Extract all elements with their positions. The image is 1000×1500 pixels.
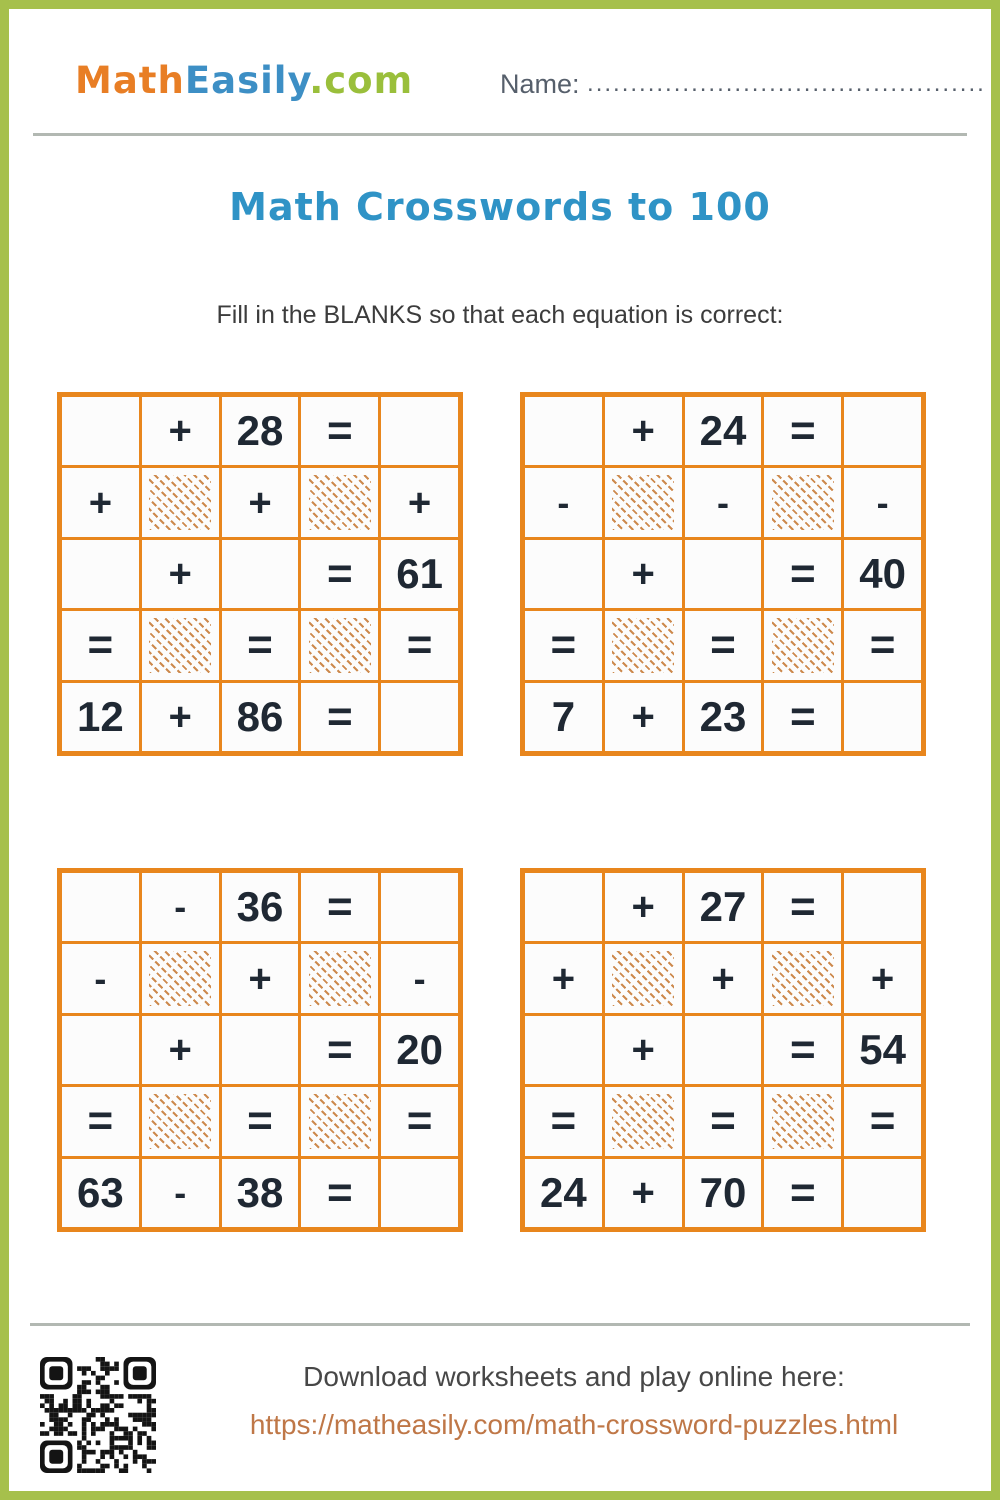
qr-code-icon — [40, 1357, 156, 1473]
grid-4-r1c2-operator-cell — [605, 873, 682, 941]
name-line — [500, 69, 986, 100]
grid-1-r4c1-operator-cell — [62, 611, 139, 679]
grid-4-r4c2-blocked-cell — [605, 1087, 682, 1155]
grid-2-r5c2-operator-cell — [605, 683, 682, 751]
operator-text: = — [789, 1167, 816, 1217]
operator-text: = — [789, 406, 816, 456]
hatch-pattern — [772, 951, 834, 1006]
number-text: 23 — [699, 692, 747, 740]
hatch-pattern — [612, 475, 674, 530]
number-text: 24 — [699, 407, 747, 455]
operator-text: = — [550, 1096, 577, 1146]
grid-3-r2c2-blocked-cell — [142, 944, 219, 1012]
operator-text: + — [168, 694, 192, 739]
grid-3-r3c3-answer-cell[interactable] — [222, 1016, 299, 1084]
grid-1-r2c1-operator-cell — [62, 468, 139, 536]
grid-2-r3c3-answer-cell[interactable] — [685, 540, 762, 608]
hatch-pattern — [772, 475, 834, 530]
grid-4-r1c5-answer-cell[interactable] — [844, 873, 921, 941]
hatch-pattern — [149, 618, 211, 673]
grid-3-r3c1-answer-cell[interactable] — [62, 1016, 139, 1084]
operator-text: = — [789, 882, 816, 932]
grid-2-r3c2-operator-cell — [605, 540, 682, 608]
operator-text: = — [87, 620, 114, 670]
grid-1 — [57, 392, 463, 756]
grid-1-r4c4-blocked-cell — [301, 611, 378, 679]
grid-2-r5c3-given-number-cell — [685, 683, 762, 751]
hatch-pattern — [772, 1094, 834, 1149]
number-text: 12 — [77, 692, 124, 740]
number-text: 61 — [396, 549, 443, 597]
grid-1-r4c3-operator-cell — [222, 611, 299, 679]
number-text: 63 — [77, 1168, 124, 1216]
operator-text: - — [557, 481, 570, 523]
grid-4-r5c5-answer-cell[interactable] — [844, 1159, 921, 1227]
grid-2 — [520, 392, 926, 756]
operator-text: + — [631, 1027, 655, 1072]
grid-3-r4c5-operator-cell — [381, 1087, 458, 1155]
operator-text: + — [631, 409, 655, 454]
grid-3-r1c2-operator-cell — [142, 873, 219, 941]
number-text: 24 — [540, 1168, 587, 1216]
number-text: 38 — [236, 1168, 284, 1216]
grid-4-r4c1-operator-cell — [525, 1087, 602, 1155]
grid-4-r1c3-given-number-cell — [685, 873, 762, 941]
operator-text: = — [326, 1167, 353, 1217]
operator-text: - — [716, 481, 729, 523]
grid-4-r4c3-operator-cell — [685, 1087, 762, 1155]
operator-text: + — [407, 480, 432, 525]
hatch-pattern — [149, 951, 211, 1006]
grid-2-r4c2-blocked-cell — [605, 611, 682, 679]
grid-1-r4c5-operator-cell — [381, 611, 458, 679]
hatch-pattern — [612, 618, 674, 673]
operator-text: = — [326, 406, 353, 456]
grid-3-r2c3-operator-cell — [222, 944, 299, 1012]
logo-part-math: Math — [75, 59, 185, 102]
grid-1-r1c5-answer-cell[interactable] — [381, 397, 458, 465]
operator-text: + — [631, 1170, 655, 1215]
download-text: Download worksheets and play online here: — [303, 1361, 845, 1392]
grid-2-r4c5-operator-cell — [844, 611, 921, 679]
operator-text: + — [168, 409, 192, 454]
grid-2-r1c4-operator-cell — [764, 397, 841, 465]
grid-4-r2c2-blocked-cell — [605, 944, 682, 1012]
operator-text: + — [631, 694, 655, 739]
grid-2-r2c4-blocked-cell — [764, 468, 841, 536]
operator-text: - — [413, 957, 426, 999]
grid-2-r3c4-operator-cell — [764, 540, 841, 608]
grid-1-r5c2-operator-cell — [142, 683, 219, 751]
grid-3-r5c2-operator-cell — [142, 1159, 219, 1227]
grid-2-r3c5-given-number-cell — [844, 540, 921, 608]
grid-2-r2c2-blocked-cell — [605, 468, 682, 536]
grid-4-r3c3-answer-cell[interactable] — [685, 1016, 762, 1084]
grid-3-r4c4-blocked-cell — [301, 1087, 378, 1155]
number-text: 20 — [396, 1025, 443, 1073]
grid-2-r4c4-blocked-cell — [764, 611, 841, 679]
grid-4-r2c1-operator-cell — [525, 944, 602, 1012]
operator-text: = — [406, 620, 433, 670]
operator-text: + — [248, 480, 272, 525]
grid-4-r5c4-operator-cell — [764, 1159, 841, 1227]
hatch-pattern — [149, 475, 211, 530]
grid-3-r2c4-blocked-cell — [301, 944, 378, 1012]
grid-4-r2c5-operator-cell — [844, 944, 921, 1012]
grid-1-r2c2-blocked-cell — [142, 468, 219, 536]
grid-3-r3c5-given-number-cell — [381, 1016, 458, 1084]
site-logo — [75, 59, 413, 102]
operator-text: + — [248, 956, 272, 1001]
grid-1-r2c3-operator-cell — [222, 468, 299, 536]
worksheet-url-link[interactable]: https://matheasily.com/math-crossword-puzzles.html — [249, 1409, 899, 1440]
grid-1-r1c4-operator-cell — [301, 397, 378, 465]
footer-text-block — [169, 1361, 979, 1441]
number-text: 7 — [551, 692, 576, 740]
grid-2-r4c1-operator-cell — [525, 611, 602, 679]
grid-4-r4c5-operator-cell — [844, 1087, 921, 1155]
operator-text: = — [869, 1096, 896, 1146]
operator-text: + — [631, 551, 655, 596]
number-text: 36 — [236, 883, 284, 931]
operator-text: + — [168, 1027, 192, 1072]
grid-1-r2c5-operator-cell — [381, 468, 458, 536]
grid-3-r4c3-operator-cell — [222, 1087, 299, 1155]
operator-text: = — [326, 882, 353, 932]
grid-4 — [520, 868, 926, 1232]
grid-1-r1c3-given-number-cell — [222, 397, 299, 465]
grid-1-r3c5-given-number-cell — [381, 540, 458, 608]
grid-1-r2c4-blocked-cell — [301, 468, 378, 536]
operator-text: - — [174, 1171, 187, 1213]
grid-2-r2c1-operator-cell — [525, 468, 602, 536]
hatch-pattern — [309, 951, 371, 1006]
operator-text: = — [326, 1024, 353, 1074]
grid-3-r3c4-operator-cell — [301, 1016, 378, 1084]
grid-3-r1c3-given-number-cell — [222, 873, 299, 941]
grid-2-r1c1-answer-cell[interactable] — [525, 397, 602, 465]
operator-text: = — [789, 548, 816, 598]
number-text: 54 — [859, 1025, 906, 1073]
operator-text: = — [406, 1096, 433, 1146]
operator-text: = — [789, 1024, 816, 1074]
operator-text: + — [631, 885, 655, 930]
grid-4-r1c4-operator-cell — [764, 873, 841, 941]
grid-2-r4c3-operator-cell — [685, 611, 762, 679]
name-label: Name: — [500, 69, 580, 99]
operator-text: + — [88, 480, 113, 525]
operator-text: - — [94, 957, 107, 999]
grid-2-r5c1-given-number-cell — [525, 683, 602, 751]
grid-4-r4c4-blocked-cell — [764, 1087, 841, 1155]
header-divider — [33, 133, 967, 136]
grid-4-r3c4-operator-cell — [764, 1016, 841, 1084]
grid-3-r5c5-answer-cell[interactable] — [381, 1159, 458, 1227]
number-text: 28 — [236, 407, 284, 455]
hatch-pattern — [612, 951, 674, 1006]
grid-4-r5c3-given-number-cell — [685, 1159, 762, 1227]
operator-text: = — [326, 548, 353, 598]
grid-3 — [57, 868, 463, 1232]
operator-text: - — [876, 481, 889, 523]
grid-3-r5c1-given-number-cell — [62, 1159, 139, 1227]
page-title: Math Crosswords to 100 — [229, 185, 771, 229]
grid-2-r1c5-answer-cell[interactable] — [844, 397, 921, 465]
grid-4-r3c1-answer-cell[interactable] — [525, 1016, 602, 1084]
operator-text: = — [710, 1096, 736, 1146]
grid-4-r2c4-blocked-cell — [764, 944, 841, 1012]
operator-text: = — [869, 620, 896, 670]
grid-1-r3c2-operator-cell — [142, 540, 219, 608]
operator-text: = — [247, 620, 273, 670]
grid-3-r2c5-operator-cell — [381, 944, 458, 1012]
grid-2-r1c2-operator-cell — [605, 397, 682, 465]
grid-2-r5c4-operator-cell — [764, 683, 841, 751]
logo-part-easily: Easily — [184, 59, 310, 102]
hatch-pattern — [612, 1094, 674, 1149]
grid-2-r3c1-answer-cell[interactable] — [525, 540, 602, 608]
grid-4-r3c2-operator-cell — [605, 1016, 682, 1084]
grid-3-r1c5-answer-cell[interactable] — [381, 873, 458, 941]
grid-4-r3c5-given-number-cell — [844, 1016, 921, 1084]
operator-text: = — [87, 1096, 114, 1146]
operator-text: = — [326, 691, 353, 741]
operator-text: + — [168, 551, 192, 596]
grid-4-r2c3-operator-cell — [685, 944, 762, 1012]
grid-4-r5c2-operator-cell — [605, 1159, 682, 1227]
number-text: 86 — [236, 692, 284, 740]
grid-1-r5c3-given-number-cell — [222, 683, 299, 751]
grid-3-r5c4-operator-cell — [301, 1159, 378, 1227]
hatch-pattern — [309, 618, 371, 673]
grid-3-r5c3-given-number-cell — [222, 1159, 299, 1227]
logo-part-com: .com — [309, 59, 414, 102]
grid-1-r5c1-given-number-cell — [62, 683, 139, 751]
grid-1-r1c2-operator-cell — [142, 397, 219, 465]
operator-text: - — [174, 886, 187, 928]
hatch-pattern — [772, 618, 834, 673]
grid-1-r5c5-answer-cell[interactable] — [381, 683, 458, 751]
grid-1-r1c1-answer-cell[interactable] — [62, 397, 139, 465]
grid-3-r1c1-answer-cell[interactable] — [62, 873, 139, 941]
name-fill-in-field[interactable]: .............................................. — [587, 70, 986, 97]
grid-2-r2c5-operator-cell — [844, 468, 921, 536]
grid-3-r3c2-operator-cell — [142, 1016, 219, 1084]
number-text: 27 — [699, 883, 747, 931]
hatch-pattern — [309, 1094, 371, 1149]
number-text: 70 — [699, 1168, 747, 1216]
grid-1-r3c3-answer-cell[interactable] — [222, 540, 299, 608]
operator-text: = — [247, 1096, 273, 1146]
grid-2-r5c5-answer-cell[interactable] — [844, 683, 921, 751]
operator-text: = — [550, 620, 577, 670]
hatch-pattern — [309, 475, 371, 530]
grid-1-r3c1-answer-cell[interactable] — [62, 540, 139, 608]
grid-3-r4c2-blocked-cell — [142, 1087, 219, 1155]
grid-1-r5c4-operator-cell — [301, 683, 378, 751]
instruction-text: Fill in the BLANKS so that each equation is correct: — [216, 301, 784, 329]
grid-1-r3c4-operator-cell — [301, 540, 378, 608]
operator-text: + — [870, 956, 895, 1001]
grid-4-r5c1-given-number-cell — [525, 1159, 602, 1227]
grid-4-r1c1-answer-cell[interactable] — [525, 873, 602, 941]
grid-3-r1c4-operator-cell — [301, 873, 378, 941]
grid-3-r4c1-operator-cell — [62, 1087, 139, 1155]
operator-text: + — [711, 956, 735, 1001]
operator-text: + — [551, 956, 576, 1001]
grid-2-r1c3-given-number-cell — [685, 397, 762, 465]
grid-3-r2c1-operator-cell — [62, 944, 139, 1012]
number-text: 40 — [859, 549, 906, 597]
operator-text: = — [789, 691, 816, 741]
operator-text: = — [710, 620, 736, 670]
footer-divider — [30, 1323, 970, 1326]
grid-1-r4c2-blocked-cell — [142, 611, 219, 679]
hatch-pattern — [149, 1094, 211, 1149]
grid-2-r2c3-operator-cell — [685, 468, 762, 536]
